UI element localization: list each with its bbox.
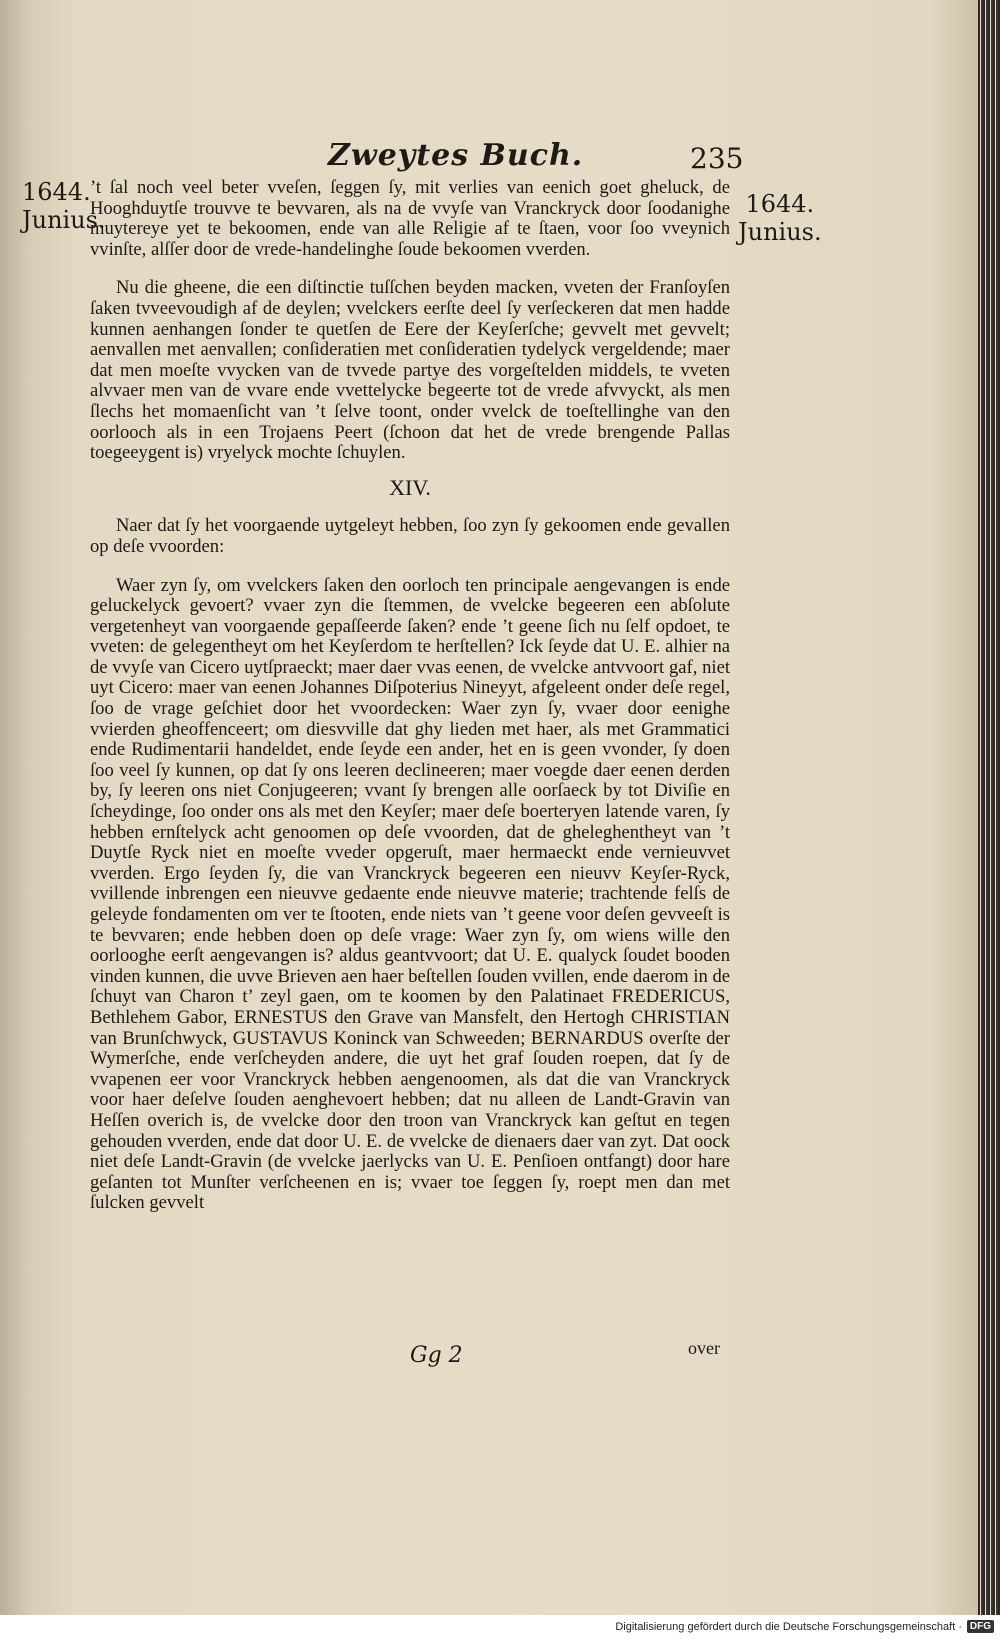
body-text xyxy=(90,178,730,1214)
running-header: Zweytes Buch. xyxy=(328,138,584,173)
dfg-logo: DFG xyxy=(967,1620,994,1633)
catchword: over xyxy=(688,1338,720,1358)
book-edge xyxy=(978,0,1000,1641)
page-number: 235 xyxy=(690,142,744,175)
signature-mark: Gg 2 xyxy=(410,1343,463,1368)
digitization-footer xyxy=(0,1615,1000,1641)
margin-year-right: 1644. xyxy=(745,190,815,218)
paragraph: Naer dat ſy het voorgaende uytgeleyt hebben, ſoo zyn ſy gekoomen ende gevallen op deſe vvoorden: xyxy=(90,515,730,557)
paragraph: ’t ſal noch veel beter vveſen, ſeggen ſy, mit verlies van eenich goet gheluck, de Hooghduytſe trouvve te bevvaren, als na de vvyſe van Vranckryck door ſoodanighe muytereye yet te bekoomen, ende van alle Religie af te ſtaen, voor ſoo vveynich vvinſte, alſſer door de vrede-handelinghe ſoude bekoomen vverden. xyxy=(90,177,730,260)
margin-month-right: Junius. xyxy=(738,218,822,246)
footer-credit: Digitalisierung gefördert durch die Deutsche Forschungsgemeinschaft · xyxy=(615,1621,962,1633)
paragraph: Nu die gheene, die een diſtinctie tuſſchen beyden macken, vveten der Franſoyſen ſaken tvveevoudigh af de deylen; vvelckers eerſte deel ſy verſeckeren dat men hadde kunnen aenhangen ſonder te quetſen de Eere der Keyſerſche; gevvelt met gevvelt; aenvallen met aenvallen; conſideratien met conſideratien tydelyck vergeldende; maer dat men moeſte vvycken van de tvvede partye des vorgeſtelden middels, te vveten alvvaer men van de vvare ende vvettelycke begeerte tot de vrede afvvyckt, als men ſlechs het momaenſicht van ’t ſelve toont, onder vvelck de toeſtellinghe van den oorlooch als in een Trojaens Peert (ſchoon dat het de vrede brengende Pallas toegeeygent is) vryelyck mochte ſchuylen. xyxy=(90,277,730,464)
margin-year-left: 1644. xyxy=(22,178,91,206)
margin-note-right xyxy=(738,190,822,246)
section-heading: XIV. xyxy=(389,474,431,500)
paragraph: Waer zyn ſy, om vvelckers ſaken den oorloch ten principale aengevangen is ende geluckelyck gevoert? vvaer zyn die ſtemmen, de vvelcke begeeren een abſolute vergetenheyt van voorgaende gepaſſeerde ſaken? ende ’t geene ſich nu ſelf opdoet, te vveten: de gelegentheyt om het Keyſerdom te herſtellen? Ick ſeyde dat U. E. alhier na de vvyſe van Cicero uytſpraeckt; maer daer vvas eenen, de vvelcke antvvoort gaf, niet uyt Cicero: maer van eenen Johannes Diſpoterius Nineyyt, afgeleent onder deſe regel, ſoo de vrage geſchiet door het vvoordecken: Waer zyn ſy, vvaer door eenighe vvierden gheoffenceert; om diesvville dat ghy lieden met haer, als met Grammatici ende Rudimentarii handeldet, ende ſeyde een ander, het en is geen vvonder, ſy doen ſoo veel ſy kunnen, op dat ſy ons leeren declineeren; maer voegde daer eenen derden by, ſy leeren ons niet Conjugeeren; vvant ſy brengen alle oorſaeck by tot Diviſie en ſcheydinge, ſoo onder ons als met den Keyſer; maer deſe boerteryen latende varen, ſy hebben ernſtelyck acht genoomen op deſe vvoorden, dat de gheleghentheyt van ’t Duytſe Ryck niet en moeſte vveder opgeruſt, maer hermaeckt ende vernieuvvet vverden. Ergo ſeyden ſy, die van Vranckryck begeeren een nieuvv Keyſer-Ryck, vvillende inbrengen een nieuvve gedaente ende nieuvve materie; trachtende felſs de geleyde fondamenten om ver te ſtooten, ende niets van ’t geene voor deſen gevveeſt is te bevvaren; ende hebben doen op deſe vrage: Waer zyn ſy, om wiens wille den oorlooghe eerſt aengevangen is? aldus geantvvoort; dat U. E. qualyck ſoudet booden vinden kunnen, die uvve Brieven aen haer beſtellen ſouden vvillen, ende daerom in de ſchuyt van Charon t’ zeyl gaen, om te koomen by den Palatinaet FREDERICUS, Bethlehem Gabor, ERNESTUS den Grave van Mansfelt, den Hertogh CHRISTIAN van Brunſchwyck, GUSTAVUS Koninck van Schweeden; BERNARDUS overſte der Wymerſche, ende verſcheyden andere, die uyt het graf ſouden roepen, dat ſy de vvapenen eer voor Vranckryck hebben aengenoomen, als dat die van Vranckryck voor haer deſelve ſouden aenghevoert hebben; dat nu alleen de Landt-Gravin van Heſſen overich is, de vvelcke door den troon van Vranckryck kan geſtut en tegen gehouden vverden, ende dat door U. E. de vvelcke de dienaers daer van zyt. Dat oock niet deſe Landt-Gravin (de vvelcke jaerlycks van U. E. Penſioen ontfangt) door hare geſanten tot Munſter verſcheenen en is; vvaer toe ſeggen ſy, roept men dan met ſulcken gevvelt xyxy=(90,574,730,1214)
margin-month-left: Junius. xyxy=(22,206,106,234)
